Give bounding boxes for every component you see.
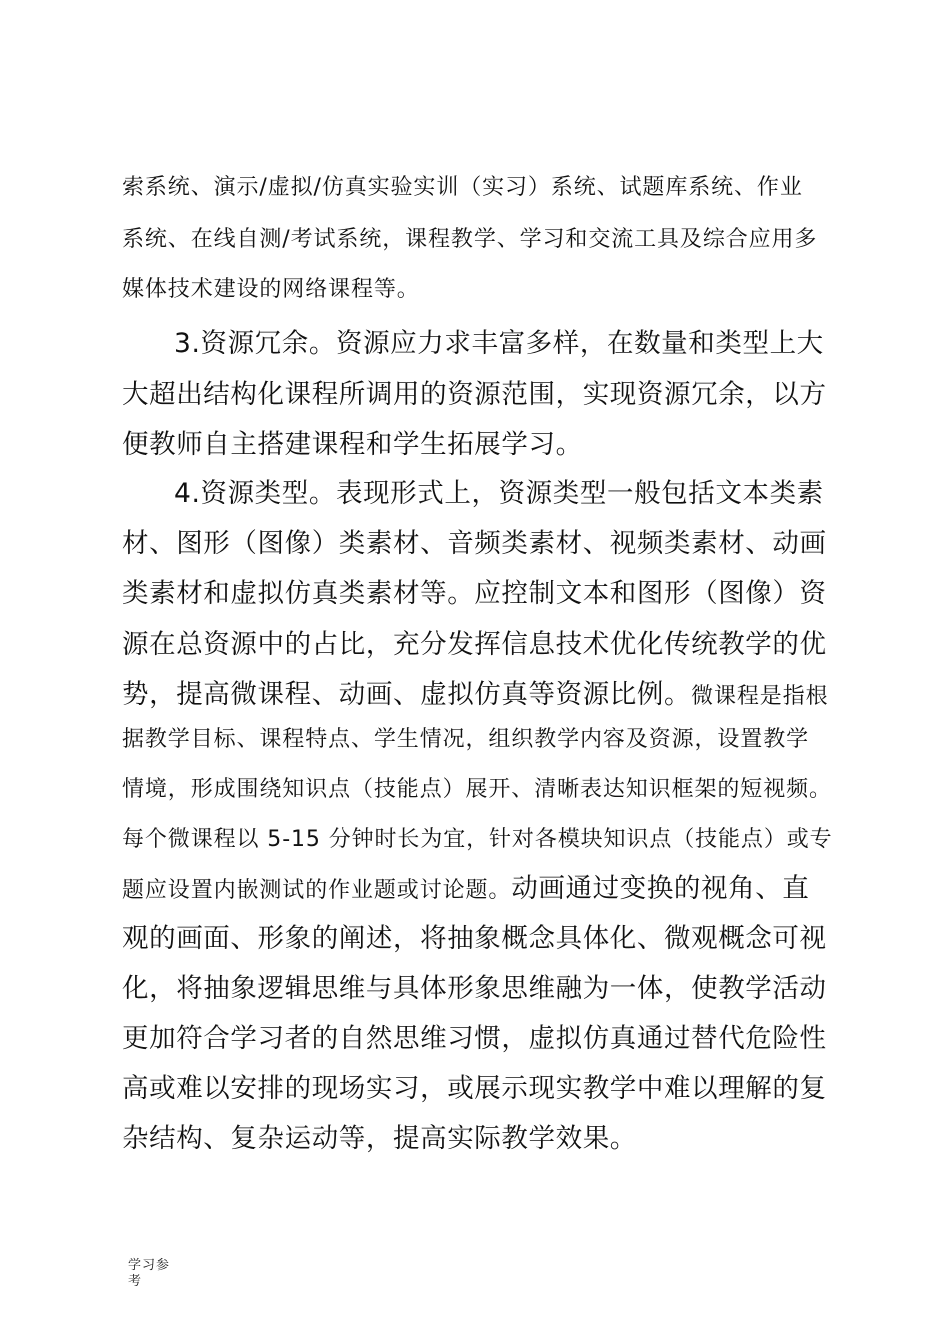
paragraph-line: 情境，形成围绕知识点（技能点）展开、清晰表达知识框架的短视频。	[122, 777, 832, 802]
paragraph-line: 3.资源冗余。资源应力求丰富多样，在数量和类型上大	[174, 328, 824, 359]
paragraph-line: 便教师自主搭建课程和学生拓展学习。	[122, 429, 583, 460]
paragraph-line-segment: 题应设置内嵌测试的作业题或讨论题。	[122, 878, 512, 903]
paragraph-line-segment: 势，提高微课程、动画、虚拟仿真等资源比例。	[122, 679, 692, 710]
paragraph-line-segment: 动画通过变换的视角、直	[511, 873, 810, 904]
paragraph-line: 源在总资源中的占比，充分发挥信息技术优化传统教学的优	[122, 629, 827, 660]
paragraph-line: 媒体技术建设的网络课程等。	[122, 277, 420, 302]
paragraph-line: 每个微课程以 5-15 分钟时长为宜，针对各模块知识点（技能点）或专	[122, 827, 833, 852]
paragraph-line: 材、图形（图像）类素材、音频类素材、视频类素材、动画	[122, 528, 827, 559]
footer-label: 学习参考	[128, 1258, 171, 1289]
paragraph-line	[122, 866, 809, 905]
paragraph-line: 杂结构、复杂运动等，提高实际教学效果。	[122, 1123, 637, 1154]
paragraph-line: 据教学目标、课程特点、学生情况，组织教学内容及资源，设置教学	[122, 727, 810, 752]
paragraph-line: 更加符合学习者的自然思维习惯，虚拟仿真通过替代危险性	[122, 1023, 827, 1054]
paragraph-line: 高或难以安排的现场实习，或展示现实教学中难以理解的复	[122, 1073, 827, 1104]
paragraph-line: 4.资源类型。表现形式上，资源类型一般包括文本类素	[174, 478, 824, 509]
paragraph-line: 索系统、演示/虚拟/仿真实验实训（实习）系统、试题库系统、作业	[122, 175, 803, 200]
paragraph-line: 化，将抽象逻辑思维与具体形象思维融为一体，使教学活动	[122, 973, 827, 1004]
paragraph-line	[122, 672, 829, 711]
paragraph-line: 类素材和虚拟仿真类素材等。应控制文本和图形（图像）资	[122, 578, 827, 609]
paragraph-line: 系统、在线自测/考试系统，课程教学、学习和交流工具及综合应用多	[122, 227, 818, 252]
paragraph-line: 观的画面、形象的阐述，将抽象概念具体化、微观概念可视	[122, 923, 827, 954]
paragraph-line: 大超出结构化课程所调用的资源范围，实现资源冗余，以方	[122, 379, 827, 410]
paragraph-line-segment: 微课程是指根	[691, 684, 829, 709]
